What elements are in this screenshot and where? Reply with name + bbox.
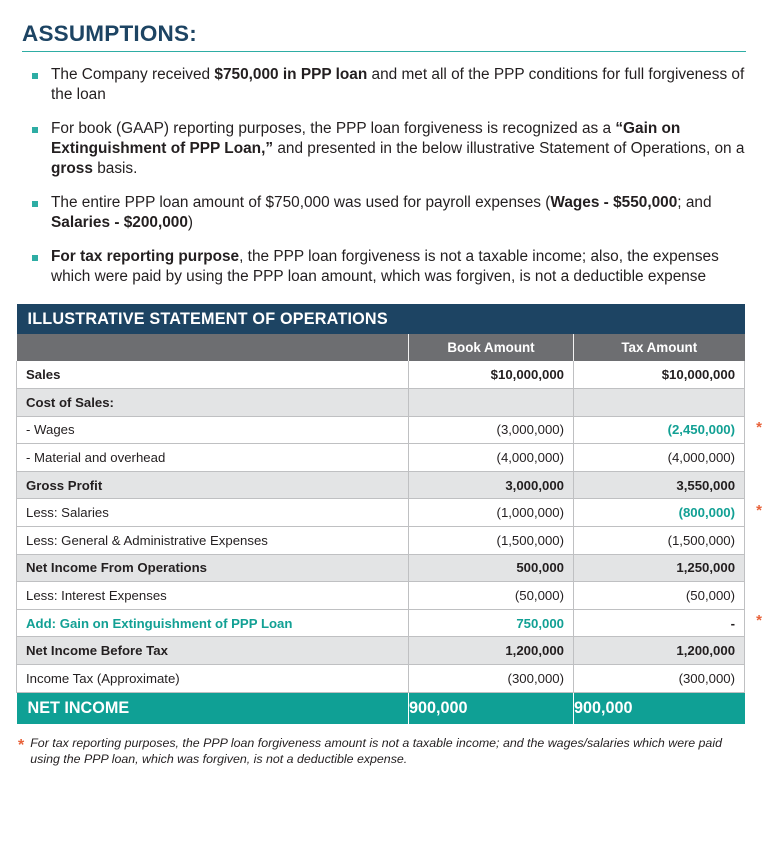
row-book-amount: 3,000,000	[409, 471, 574, 499]
page-title: ASSUMPTIONS:	[22, 21, 197, 46]
footnote-asterisk-icon: *	[18, 736, 25, 754]
bullet-square-icon	[32, 127, 38, 133]
table-row	[17, 554, 745, 582]
assumption-emphasis: For tax reporting purpose	[51, 248, 240, 266]
row-asterisk-icon: *	[756, 612, 762, 630]
row-book-amount: (300,000)	[409, 664, 574, 692]
assumption-fragment: ; and	[677, 194, 712, 212]
row-tax-amount	[574, 388, 745, 416]
bullet-square-icon	[32, 73, 38, 79]
row-label: Cost of Sales:	[17, 388, 409, 416]
assumption-text	[51, 65, 746, 105]
row-label: Net Income Before Tax	[17, 637, 409, 665]
row-book-amount: (1,000,000)	[409, 499, 574, 527]
assumption-item-ppp-loan-received	[22, 65, 746, 105]
illustrative-statement-of-operations-table	[16, 304, 745, 723]
assumptions-list	[22, 65, 746, 287]
row-book-amount: (50,000)	[409, 582, 574, 610]
row-book-amount	[409, 388, 574, 416]
row-label: Net Income From Operations	[17, 554, 409, 582]
row-tax-amount: 3,550,000	[574, 471, 745, 499]
row-book-amount: $10,000,000	[409, 361, 574, 388]
statement-table-wrap	[16, 304, 762, 723]
total-tax-amount: 900,000	[574, 692, 745, 724]
row-label: - Wages	[17, 416, 409, 444]
row-label: Less: Interest Expenses	[17, 582, 409, 610]
assumption-emphasis: Wages - $550,000	[550, 194, 678, 212]
row-tax-amount: (4,000,000)	[574, 444, 745, 472]
table-row	[17, 637, 745, 665]
title-divider	[22, 51, 746, 53]
row-tax-amount: (50,000)	[574, 582, 745, 610]
assumption-item-payroll-expense-usage	[22, 193, 746, 233]
assumption-fragment: The entire PPP loan amount of $750,000 was used for payroll expenses (	[51, 194, 551, 212]
table-row	[17, 582, 745, 610]
row-book-amount: 500,000	[409, 554, 574, 582]
bullet-square-icon	[32, 201, 38, 207]
assumption-emphasis: Salaries - $200,000	[51, 214, 188, 232]
assumption-fragment: The Company received	[51, 66, 215, 84]
total-book-amount: 900,000	[409, 692, 574, 724]
table-column-header-row	[17, 334, 745, 361]
footnote-text: For tax reporting purposes, the PPP loan forgiveness amount is not a taxable income; and the wages/salaries which were paid using the PPP loan, which was forgiven, is not a deductible expense.	[30, 735, 722, 767]
row-tax-amount: 1,250,000	[574, 554, 745, 582]
row-book-amount: (1,500,000)	[409, 526, 574, 554]
row-asterisk-icon: *	[756, 419, 762, 437]
assumption-fragment: )	[187, 214, 194, 232]
row-book-amount: (4,000,000)	[409, 444, 574, 472]
row-label: - Material and overhead	[17, 444, 409, 472]
table-row	[17, 664, 745, 692]
row-tax-amount: 1,200,000	[574, 637, 745, 665]
assumption-fragment: and met all of the PPP conditions for full forgiveness of the loan	[51, 66, 745, 104]
row-book-amount: (3,000,000)	[409, 416, 574, 444]
row-tax-amount: -	[574, 609, 745, 637]
assumption-emphasis: gross	[51, 160, 93, 178]
table-banner-row	[17, 304, 745, 334]
footnote	[18, 735, 744, 768]
assumption-text	[51, 247, 746, 287]
row-label: Add: Gain on Extinguishment of PPP Loan	[17, 609, 409, 637]
column-header-book-amount: Book Amount	[409, 334, 574, 361]
table-row	[17, 388, 745, 416]
column-header-blank	[17, 334, 409, 361]
row-book-amount: 1,200,000	[409, 637, 574, 665]
bullet-square-icon	[32, 255, 38, 261]
assumption-text	[51, 193, 746, 233]
table-row	[17, 526, 745, 554]
assumption-item-book-gaap-reporting	[22, 119, 746, 179]
assumption-fragment: For book (GAAP) reporting purposes, the PPP loan forgiveness is recognized as a	[51, 120, 616, 138]
row-tax-amount: (1,500,000)	[574, 526, 745, 554]
row-tax-amount: (300,000)	[574, 664, 745, 692]
row-label: Sales	[17, 361, 409, 388]
table-banner-title: ILLUSTRATIVE STATEMENT OF OPERATIONS	[17, 304, 745, 334]
table-row	[17, 444, 745, 472]
table-row	[17, 499, 745, 527]
row-label: Less: General & Administrative Expenses	[17, 526, 409, 554]
assumption-fragment: and presented in the below illustrative Statement of Operations, on a	[273, 140, 745, 158]
row-tax-amount: (2,450,000)	[574, 416, 745, 444]
row-tax-amount: $10,000,000	[574, 361, 745, 388]
row-label: Gross Profit	[17, 471, 409, 499]
row-label: Less: Salaries	[17, 499, 409, 527]
table-row	[17, 471, 745, 499]
assumption-emphasis: $750,000 in PPP loan	[214, 66, 368, 84]
assumption-emphasis: “Gain on Extinguishment of PPP Loan,”	[51, 120, 681, 158]
table-row	[17, 416, 745, 444]
table-total-row	[17, 692, 745, 724]
assumption-text	[51, 119, 746, 179]
table-row	[17, 609, 745, 637]
table-row	[17, 361, 745, 388]
title-block	[22, 22, 746, 52]
row-book-amount: 750,000	[409, 609, 574, 637]
assumption-fragment: , the PPP loan forgiveness is not a taxable income; also, the expenses which were paid by using the PPP loan amount, which was forgiven, is not a deductible expense	[51, 248, 719, 286]
table-body	[17, 361, 745, 723]
slide-page	[0, 22, 768, 841]
assumption-fragment: basis.	[92, 160, 138, 178]
row-asterisk-icon: *	[756, 501, 762, 519]
total-label: NET INCOME	[17, 692, 409, 724]
assumption-item-tax-reporting-purpose	[22, 247, 746, 287]
row-tax-amount: (800,000)	[574, 499, 745, 527]
column-header-tax-amount: Tax Amount	[574, 334, 745, 361]
row-label: Income Tax (Approximate)	[17, 664, 409, 692]
